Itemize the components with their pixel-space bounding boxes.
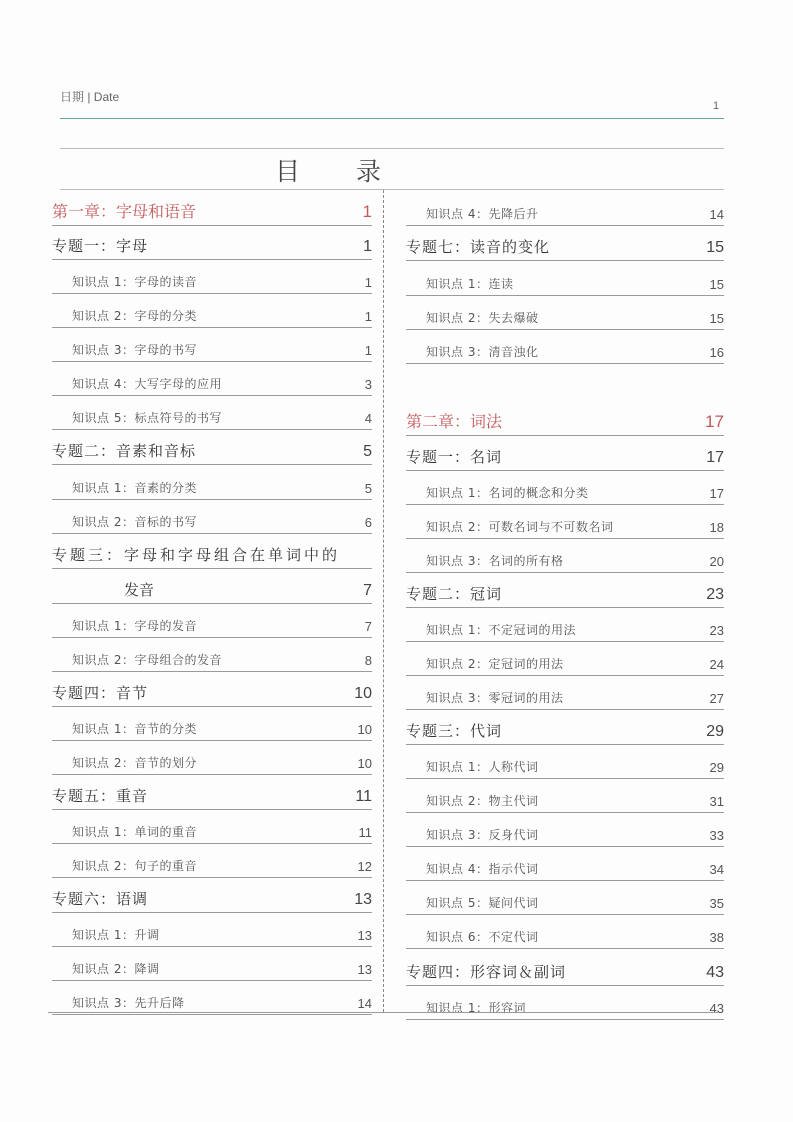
toc-entry-title: 知识点 2：定冠词的用法 [426, 657, 564, 671]
toc-entry-point[interactable] [406, 200, 724, 226]
toc-entry-title: 知识点 4：指示代词 [426, 862, 539, 876]
toc-entry-page: 1 [363, 238, 372, 255]
toc-entry-point[interactable] [406, 753, 724, 779]
toc-entry-blank[interactable] [406, 372, 724, 397]
toc-entry-page: 1 [364, 343, 372, 358]
toc-entry-page: 1 [364, 275, 372, 290]
toc-entry-page: 34 [709, 862, 724, 877]
toc-entry-title: 知识点 1：人称代词 [426, 760, 539, 774]
toc-entry-title: 知识点 3：先升后降 [72, 996, 185, 1010]
bottom-rule [48, 1012, 718, 1013]
toc-entry-title: 知识点 1：形容词 [426, 1001, 526, 1015]
toc-entry-title: 知识点 3：名词的所有格 [426, 554, 564, 568]
toc-entry-page: 5 [363, 443, 372, 460]
toc-entry-title: 知识点 2：音节的划分 [72, 756, 197, 770]
toc-entry-point[interactable] [406, 787, 724, 813]
toc-entry-page: 8 [364, 653, 372, 668]
toc-entry-page: 16 [709, 345, 724, 360]
toc-entry-title: 专题一：名词 [406, 448, 503, 466]
toc-entry-point[interactable] [406, 270, 724, 296]
toc-entry-wrap[interactable] [52, 539, 372, 569]
toc-entry-page: 1 [362, 202, 372, 221]
toc-entry-point[interactable] [406, 855, 724, 881]
toc-entry-page: 12 [357, 859, 372, 874]
toc-entry-page: 1 [364, 309, 372, 324]
toc-entry-title: 知识点 5：疑问代词 [426, 896, 539, 910]
toc-title: 目 录 [275, 157, 405, 186]
toc-entry-topic[interactable] [406, 441, 724, 471]
toc-entry-point[interactable] [406, 821, 724, 847]
toc-entry-point[interactable] [406, 547, 724, 573]
toc-entry-topic[interactable] [406, 231, 724, 261]
toc-entry-page: 10 [357, 756, 372, 771]
toc-entry-page: 15 [706, 239, 724, 256]
toc-entry-title: 专题四：形容词＆副词 [406, 963, 567, 981]
toc-entry-topic[interactable] [406, 715, 724, 745]
toc-entry-page: 14 [357, 996, 372, 1011]
toc-entry-title: 知识点 2：降调 [72, 962, 160, 976]
toc-entry-page: 33 [709, 828, 724, 843]
toc-entry-title: 知识点 3：清音浊化 [426, 345, 539, 359]
toc-entry-title: 知识点 1：连读 [426, 277, 514, 291]
toc-entry-page: 38 [709, 930, 724, 945]
toc-entry-chapter[interactable] [406, 406, 724, 436]
toc-entry-page: 7 [363, 582, 372, 599]
toc-entry-page: 6 [364, 515, 372, 530]
toc-entry-page: 23 [709, 623, 724, 638]
toc-entry-title: 第二章：词法 [406, 412, 503, 431]
toc-entry-page: 23 [706, 586, 724, 603]
toc-entry-page: 15 [709, 277, 724, 292]
toc-entry-title: 第一章：字母和语音 [52, 202, 197, 221]
toc-entry-point[interactable] [406, 650, 724, 676]
toc-entry-title: 专题四：音节 [52, 684, 149, 702]
toc-entry-point[interactable] [52, 302, 372, 328]
toc-entry-point[interactable] [406, 684, 724, 710]
toc-entry-point[interactable] [52, 818, 372, 844]
toc-entry-point[interactable] [406, 923, 724, 949]
toc-entry-page: 18 [709, 520, 724, 535]
toc-entry-page: 43 [706, 964, 724, 981]
toc-entry-title: 知识点 2：音标的书写 [72, 515, 197, 529]
toc-entry-point[interactable] [406, 479, 724, 505]
toc-entry-point[interactable] [406, 994, 724, 1020]
toc-entry-page: 10 [357, 722, 372, 737]
toc-entry-title: 知识点 2：失去爆破 [426, 311, 539, 325]
toc-entry-title: 知识点 5：标点符号的书写 [72, 411, 222, 425]
toc-entry-point[interactable] [52, 715, 372, 741]
toc-entry-title: 专题三：字母和字母组合在单词中的 [52, 546, 341, 564]
toc-entry-page: 10 [354, 685, 372, 702]
toc-entry-title: 发音 [124, 581, 155, 599]
toc-entry-point[interactable] [406, 616, 724, 642]
toc-entry-page: 17 [705, 412, 724, 431]
toc-entry-page: 20 [709, 554, 724, 569]
toc-entry-page: 14 [709, 207, 724, 222]
title-rule-bottom [60, 189, 724, 190]
toc-entry-point[interactable] [52, 646, 372, 672]
toc-entry-title: 知识点 2：字母的分类 [72, 309, 197, 323]
toc-entry-page: 17 [706, 449, 724, 466]
toc-entry-page: 5 [364, 481, 372, 496]
toc-entry-point[interactable] [406, 889, 724, 915]
toc-entry-title: 知识点 4：先降后升 [426, 207, 539, 221]
toc-entry-point[interactable] [52, 955, 372, 981]
toc-entry-chapter[interactable] [52, 196, 372, 226]
toc-entry-topic[interactable] [406, 956, 724, 986]
toc-entry-topic[interactable] [52, 677, 372, 707]
toc-entry-title: 知识点 2：可数名词与不可数名词 [426, 520, 614, 534]
toc-entry-page: 7 [364, 619, 372, 634]
toc-entry-title: 知识点 6：不定代词 [426, 930, 539, 944]
column-divider [383, 190, 384, 1012]
toc-entry-title: 知识点 3：反身代词 [426, 828, 539, 842]
toc-entry-page: 13 [357, 928, 372, 943]
toc-entry-topic[interactable] [52, 230, 372, 260]
toc-entry-page: 43 [709, 1001, 724, 1016]
toc-entry-page: 17 [709, 486, 724, 501]
toc-entry-topic[interactable] [52, 435, 372, 465]
toc-entry-point[interactable] [52, 852, 372, 878]
toc-entry-topic[interactable] [52, 883, 372, 913]
toc-entry-title: 专题五：重音 [52, 787, 149, 805]
toc-entry-title: 知识点 1：升调 [72, 928, 160, 942]
toc-entry-title: 知识点 1：音节的分类 [72, 722, 197, 736]
toc-entry-point[interactable] [406, 304, 724, 330]
toc-entry-page: 24 [709, 657, 724, 672]
toc-entry-page: 15 [709, 311, 724, 326]
toc-entry-title: 专题三：代词 [406, 722, 503, 740]
toc-entry-point[interactable] [52, 749, 372, 775]
toc-entry-topic[interactable] [406, 578, 724, 608]
toc-entry-title: 知识点 1：名词的概念和分类 [426, 486, 589, 500]
toc-entry-title: 知识点 2：物主代词 [426, 794, 539, 808]
toc-entry-title: 专题七：读音的变化 [406, 238, 551, 256]
toc-entry-cont[interactable] [52, 574, 372, 604]
toc-entry-page: 29 [709, 760, 724, 775]
date-label: 日期 | Date [60, 90, 120, 104]
toc-entry-page: 29 [706, 723, 724, 740]
toc-entry-point[interactable] [52, 404, 372, 430]
page-number: 1 [713, 100, 720, 112]
toc-entry-title: 知识点 1：音素的分类 [72, 481, 197, 495]
toc-entry-point[interactable] [52, 474, 372, 500]
toc-entry-point[interactable] [406, 513, 724, 539]
toc-entry-page: 13 [354, 891, 372, 908]
toc-entry-point[interactable] [406, 338, 724, 364]
toc-entry-page: 13 [357, 962, 372, 977]
toc-entry-point[interactable] [52, 370, 372, 396]
header-divider [60, 118, 724, 119]
toc-entry-point[interactable] [52, 268, 372, 294]
toc-entry-page: 31 [709, 794, 724, 809]
toc-entry-page: 11 [358, 825, 372, 840]
toc-entry-title: 知识点 2：字母组合的发音 [72, 653, 222, 667]
toc-entry-page: 11 [355, 788, 372, 805]
toc-entry-title: 知识点 2：句子的重音 [72, 859, 197, 873]
toc-entry-title: 知识点 3：字母的书写 [72, 343, 197, 357]
toc-entry-point[interactable] [52, 336, 372, 362]
toc-entry-title: 专题二：音素和音标 [52, 442, 197, 460]
toc-entry-title: 知识点 4：大写字母的应用 [72, 377, 222, 391]
toc-entry-title: 专题六：语调 [52, 890, 149, 908]
toc-entry-topic[interactable] [52, 780, 372, 810]
toc-entry-page: 35 [709, 896, 724, 911]
title-rule-top [60, 148, 724, 149]
toc-entry-title: 知识点 1：不定冠词的用法 [426, 623, 576, 637]
toc-entry-title: 知识点 1：单词的重音 [72, 825, 197, 839]
toc-entry-page: 27 [709, 691, 724, 706]
toc-entry-title: 专题一：字母 [52, 237, 149, 255]
toc-entry-page: 4 [364, 411, 372, 426]
toc-entry-title: 知识点 1：字母的发音 [72, 619, 197, 633]
toc-entry-point[interactable] [52, 612, 372, 638]
toc-entry-point[interactable] [52, 508, 372, 534]
toc-entry-page: 3 [364, 377, 372, 392]
toc-entry-title: 知识点 3：零冠词的用法 [426, 691, 564, 705]
toc-entry-point[interactable] [52, 921, 372, 947]
toc-entry-title: 知识点 1：字母的读音 [72, 275, 197, 289]
toc-entry-title: 专题二：冠词 [406, 585, 503, 603]
